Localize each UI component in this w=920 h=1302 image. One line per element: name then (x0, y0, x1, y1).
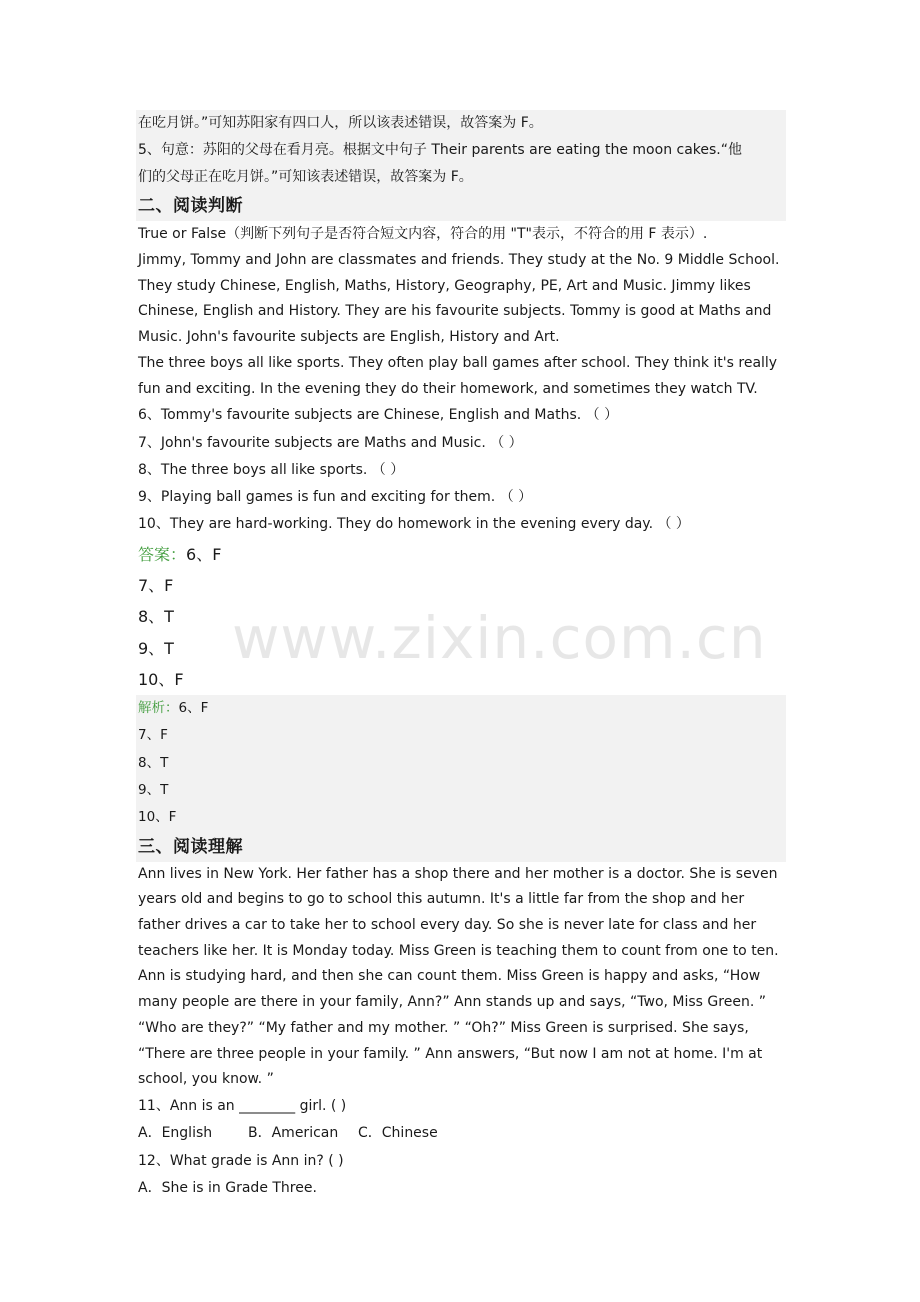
question-12: 12、What grade is Ann in? ( ) (138, 1152, 344, 1169)
explanation-block (136, 695, 786, 861)
section-3-passage: Ann lives in New York. Her father has a shop there and her mother is a doctor. She is seven years old and begins to go to school this autumn. It's a little far from the shop and her father drives a car to take her to school every day. So she is never late for class and her teachers like her. It is Monday today. Miss Green is teaching them to count from one to ten. Ann is studying hard, and then she can count them. Miss Green is happy and asks, “How many people are there in your family, Ann?” Ann stands up and says, “Two, Miss Green. ” “Who are they?” “My father and my mother. ” “Oh?” Miss Green is surprised. She says, “There are three people in your family. ” Ann answers, “But now I am not at home. I'm at school, you know. ” (138, 865, 779, 1088)
prev-line-3: 们的父母正在吃月饼。”可知该表述错误，故答案为 F。 (138, 169, 473, 185)
option-11-a: A．English (138, 1125, 213, 1142)
section-2-passage-2: The three boys all like sports. They often play ball games after school. They think it's really fun and exciting. In the evening they do their homework, and sometimes they watch TV. (138, 354, 778, 397)
question-11: 11、Ann is an ________ girl. ( ) (138, 1098, 347, 1114)
answer-7: 7、F (138, 576, 174, 595)
explanation-9: 9、T (138, 782, 169, 799)
explanation-10: 10、F (138, 809, 177, 826)
section-2-title: 二、阅读判断 (138, 196, 243, 216)
answer-6: 6、F (186, 544, 222, 564)
explanation-8: 8、T (138, 754, 169, 771)
prev-line-1: 在吃月饼。”可知苏阳家有四口人，所以该表述错误，故答案为 F。 (138, 115, 543, 131)
answer-line-6 (138, 539, 784, 570)
question-11-options (138, 1120, 784, 1147)
watermark: www.zixin.com.cn (232, 604, 767, 672)
explanation-label: 解析： (138, 700, 179, 717)
question-9: 9、Playing ball games is fun and exciting for them. （ ） (138, 489, 533, 506)
section-2-passage-1: Jimmy, Tommy and John are classmates and friends. They study at the No. 9 Middle School. They study Chinese, English, Maths, History, Geography, PE, Art and Music. Jimmy likes Chinese, English and History. They are his favourite subjects. Tommy is good at Maths and Music. John's favourite subjects are English, History and Art. (138, 252, 780, 346)
option-11-b: B．American (248, 1125, 339, 1142)
question-7: 7、John's favourite subjects are Maths and Music. （ ） (138, 434, 523, 451)
explanation-6: 6、F (178, 700, 209, 717)
previous-explanation (136, 110, 786, 221)
explanation-7: 7、F (138, 727, 168, 744)
answer-8: 8、T (138, 607, 174, 627)
answer-10: 10、F (138, 669, 184, 689)
section-2-instruction: True or False（判断下列句子是否符合短文内容，符合的用 "T"表示，不符合的用 F 表示）. (138, 226, 708, 242)
option-12-a: A．She is in Grade Three. (138, 1179, 317, 1196)
document-page (138, 110, 784, 1202)
question-8: 8、The three boys all like sports. （ ） (138, 461, 405, 478)
question-6: 6、Tommy's favourite subjects are Chinese, English and Maths. （ ） (138, 407, 619, 424)
section-3-title: 三、阅读理解 (138, 836, 243, 857)
prev-line-2: 5、句意：苏阳的父母在看月亮。根据文中句子 Their parents are eating the moon cakes.“他 (138, 142, 743, 158)
answer-label: 答案： (138, 544, 187, 564)
question-10: 10、They are hard-working. They do homework in the evening every day. （ ） (138, 516, 690, 533)
option-11-c: C．Chinese (358, 1125, 438, 1142)
explanation-line-6 (138, 695, 784, 722)
answer-9: 9、T (138, 638, 174, 658)
